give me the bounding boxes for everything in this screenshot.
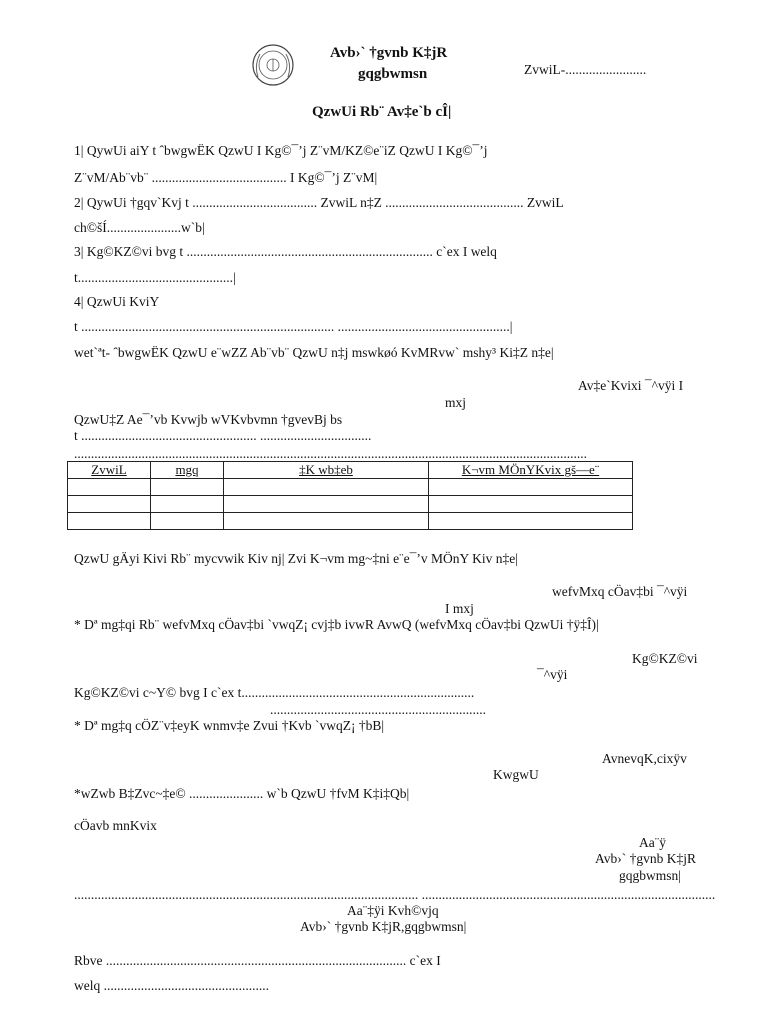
leave-duration-line: 2| QywUi †gqv`Kvj t ..................................... ZvwiL n‡Z ......................................... ZvwiL — [74, 195, 564, 210]
head-assistant-label: cÖavb mnKvix — [74, 818, 157, 833]
leave-address-label: QzwU‡Z Ae¯’vb Kvwjb wVKvbvmn †gvevBj bs — [74, 412, 343, 427]
table-header-row — [68, 462, 633, 479]
applicant-seal: mxj — [445, 395, 467, 410]
previous-leave-line: *wZwb B‡Zvc~‡e© ...................... w`b QzwU †fvM K‡i‡Qb| — [74, 786, 410, 801]
principal-college: Avb›` †gvnb K‡jR — [595, 851, 696, 866]
footer-dotted-line: ...................................................................................................... ....................................................................................... — [74, 887, 716, 902]
table-cell — [151, 496, 224, 513]
table-cell — [224, 479, 429, 496]
leave-address-line: t .................................................... ................................. — [74, 428, 372, 443]
table-cell — [68, 479, 151, 496]
table-cell — [429, 479, 633, 496]
col-requester: ‡K wb‡eb — [224, 462, 429, 479]
head-signature: wefvMxq cÖav‡bi ¯^vÿi — [552, 584, 688, 599]
officer-designation-line-2: ................................................................ — [270, 702, 486, 717]
college-name: Avb›` †gvnb K‡jR — [330, 45, 448, 61]
table-cell — [151, 479, 224, 496]
officer-name-line: 3| Kg©KZ©vi bvg t ......................................................................... c`ex I welq — [74, 244, 497, 259]
leave-reason-line: t ........................................................................... ...................................................| — [74, 319, 513, 334]
table-cell — [151, 513, 224, 530]
table-row — [68, 496, 633, 513]
dotted-line: ........................................................................................................................................................ — [74, 446, 587, 461]
leave-duration-line-2: ch©šÍ......................w`b| — [74, 220, 205, 235]
principal-location: gqgbwmsn| — [619, 868, 681, 883]
officer-signature-label-2: ¯^vÿi — [537, 667, 568, 682]
leave-type-line: 1| QywUi aiY t ˆbwgwËK QzwU I Kg©¯’j Z¨vM/KZ©e¨iZ QzwU I Kg©¯’j — [74, 143, 488, 158]
class-arrangement-table — [67, 461, 633, 530]
approval-note: QzwU gÄyi Kivi Rb¨ mycvwik Kiv nj| Zvi K¬vm mg~‡ni e¨e¯’v MÖnY Kiv n‡e| — [74, 551, 518, 566]
table-row — [68, 479, 633, 496]
table-cell — [68, 513, 151, 530]
recipient-line: Rbve ......................................................................................... c`ex I — [74, 953, 441, 968]
table-cell — [224, 513, 429, 530]
table-row — [68, 513, 633, 530]
committee-label: KwgwU — [493, 767, 539, 782]
officer-designation-line: Kg©KZ©vi c~Y© bvg I c`ex t..................................................................... — [74, 685, 475, 700]
table-cell — [224, 496, 429, 513]
principal-office: Aa¨‡ÿi Kvh©vjq — [347, 903, 439, 918]
head-seal: I mxj — [445, 601, 474, 616]
officer-signature-label: Kg©KZ©vi — [632, 651, 698, 666]
leave-reason-label: 4| QzwUi KviY — [74, 294, 160, 309]
footer-college: Avb›` †gvnb K‡jR,gqgbwmsn| — [300, 919, 467, 934]
date-field: ZvwiL-........................ — [524, 62, 647, 77]
head-duty-instruction: * Dª mg‡qi Rb¨ wefvMxq cÖav‡bi `vwqZ¡ cvj‡b ivwR AvwQ (wefvMxq cÖav‡bi QzwUi †ÿ‡Î)| — [74, 617, 599, 632]
col-date: ZvwiL — [68, 462, 151, 479]
college-seal-logo — [250, 42, 296, 88]
college-location: gqgbwmsn — [358, 66, 428, 82]
col-time: mgq — [151, 462, 224, 479]
form-title: QzwUi Rb¨ Av‡e`b cÎ| — [312, 104, 452, 120]
principal-title: Aa¨ÿ — [639, 835, 666, 850]
table-cell — [68, 496, 151, 513]
officer-name-line-2: t..............................................| — [74, 270, 236, 285]
applicant-signature: Av‡e`Kvixi ¯^vÿi I — [578, 378, 684, 393]
col-receiver: K¬vm MÖnYKvix gš—e¨ — [429, 462, 633, 479]
subject-line: welq ................................................. — [74, 978, 269, 993]
table-cell — [429, 496, 633, 513]
no-duty-instruction: * Dª mg‡q cÖZ¨v‡eyK wnmv‡e Zvui †Kvb `vwqZ¡ †bB| — [74, 718, 385, 733]
attachment-note: wet`ªt- ˆbwgwËK QzwU e¨wZZ Ab¨vb¨ QzwU n‡j mswkøó KvMRvw` mshy³ Ki‡Z n‡e| — [74, 345, 554, 360]
leave-type-line-2: Z¨vM/Ab¨vb¨ ........................................ I Kg©¯’j Z¨vM| — [74, 170, 378, 185]
exam-convener: AvnevqK,cixÿv — [602, 751, 687, 766]
table-cell — [429, 513, 633, 530]
